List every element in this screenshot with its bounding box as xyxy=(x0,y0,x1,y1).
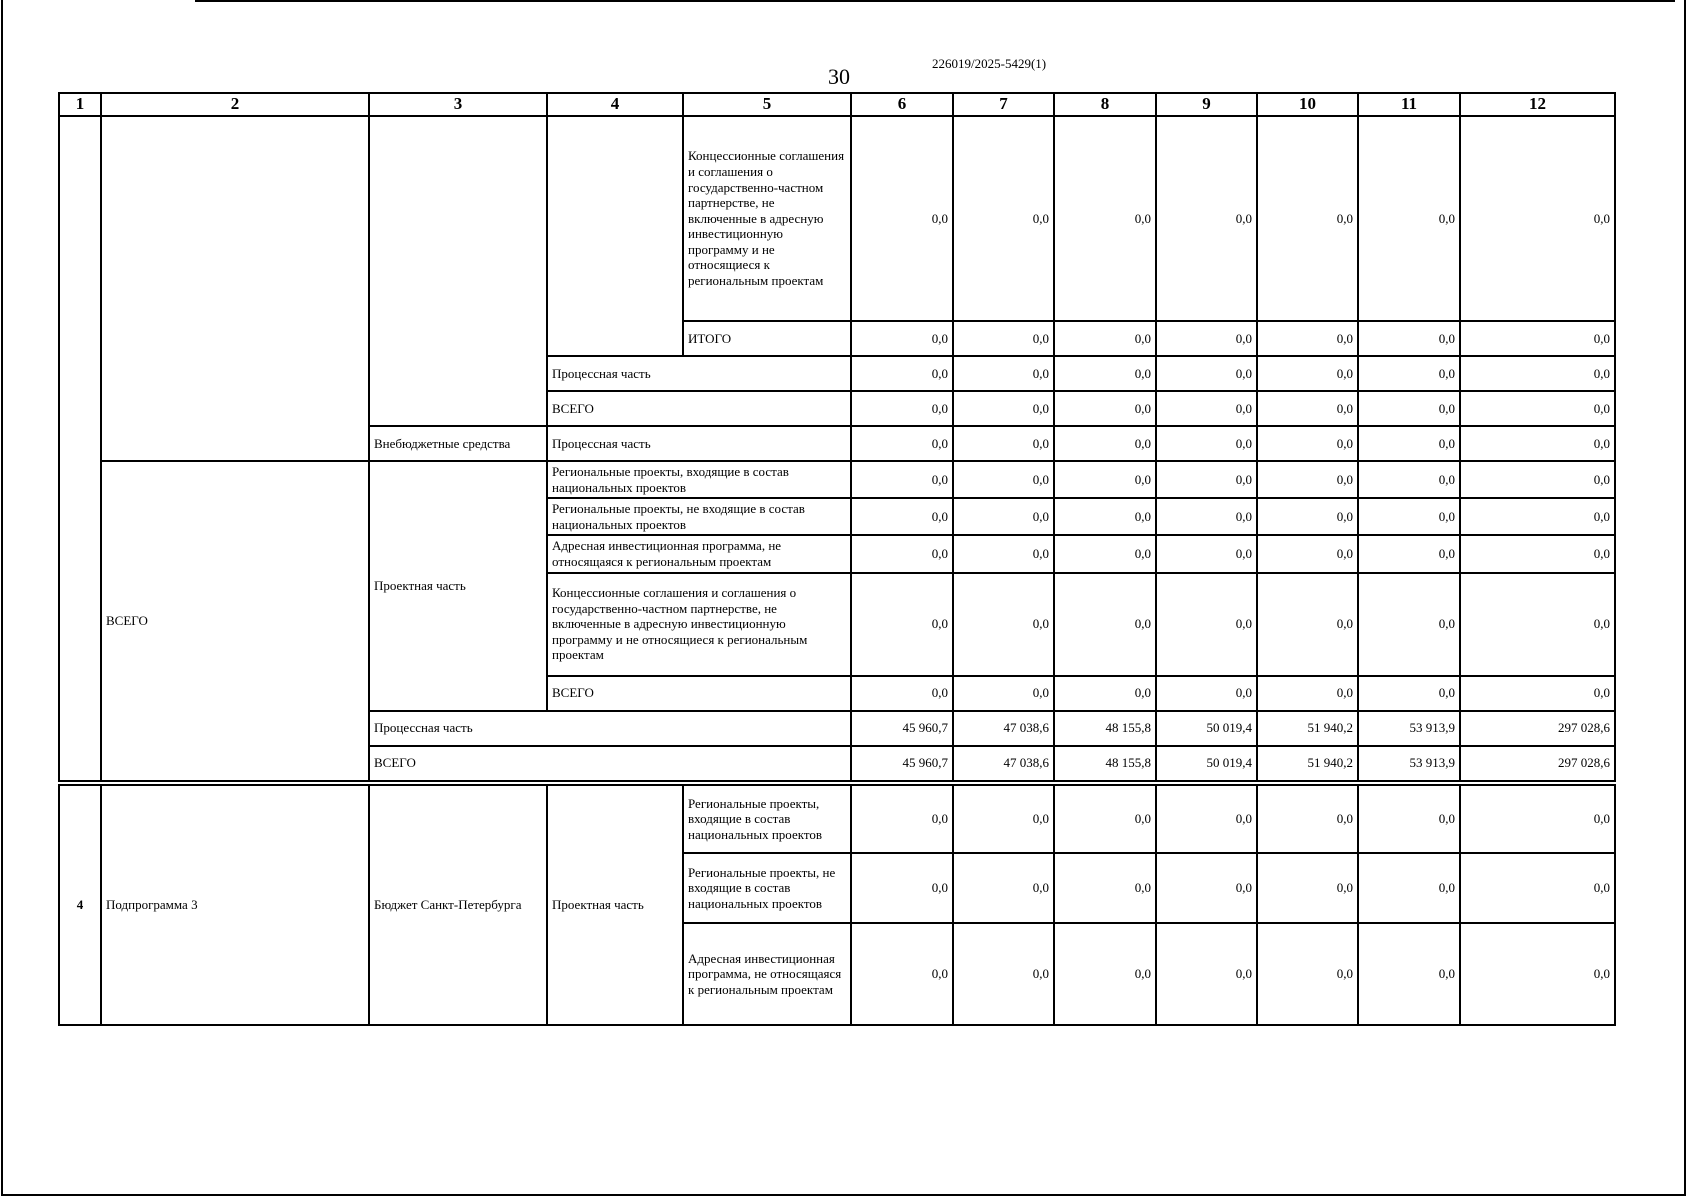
value-cell: 0,0 xyxy=(851,923,953,1025)
value-cell: 0,0 xyxy=(1054,391,1156,426)
value-cell: 0,0 xyxy=(1257,498,1358,535)
row-label: Процессная часть xyxy=(547,426,851,461)
value-cell: 0,0 xyxy=(1054,923,1156,1025)
value-cell: 0,0 xyxy=(1358,498,1460,535)
value-cell: 0,0 xyxy=(851,535,953,572)
value-cell: 0,0 xyxy=(1460,573,1615,676)
value-cell: 0,0 xyxy=(1156,676,1257,711)
value-cell: 0,0 xyxy=(1156,321,1257,356)
value-cell: 0,0 xyxy=(1358,676,1460,711)
value-cell: 0,0 xyxy=(1358,573,1460,676)
value-cell: 0,0 xyxy=(1358,853,1460,923)
value-cell: 0,0 xyxy=(1460,785,1615,853)
value-cell: 0,0 xyxy=(953,321,1054,356)
column-header: 1 xyxy=(59,93,101,116)
value-cell: 50 019,4 xyxy=(1156,711,1257,746)
row-label: Региональные проекты, входящие в состав национальных проектов xyxy=(547,461,851,498)
value-cell: 0,0 xyxy=(851,785,953,853)
value-cell: 0,0 xyxy=(1257,923,1358,1025)
value-cell: 47 038,6 xyxy=(953,711,1054,746)
value-cell: 0,0 xyxy=(1358,785,1460,853)
column-header: 7 xyxy=(953,93,1054,116)
value-cell: 0,0 xyxy=(851,356,953,391)
subprogram-label: Подпрограмма 3 xyxy=(101,785,369,1025)
value-cell: 0,0 xyxy=(1460,391,1615,426)
value-cell: 297 028,6 xyxy=(1460,711,1615,746)
value-cell: 0,0 xyxy=(851,498,953,535)
column-header: 10 xyxy=(1257,93,1358,116)
document-reference: 226019/2025-5429(1) xyxy=(932,56,1047,71)
value-cell: 0,0 xyxy=(953,426,1054,461)
column-header: 2 xyxy=(101,93,369,116)
value-cell: 0,0 xyxy=(953,498,1054,535)
column-header: 11 xyxy=(1358,93,1460,116)
value-cell: 0,0 xyxy=(851,676,953,711)
column-header: 8 xyxy=(1054,93,1156,116)
value-cell: 45 960,7 xyxy=(851,711,953,746)
value-cell: 0,0 xyxy=(953,116,1054,321)
page-number: 30 xyxy=(828,64,850,89)
value-cell: 0,0 xyxy=(851,461,953,498)
column-header: 4 xyxy=(547,93,683,116)
value-cell: 0,0 xyxy=(1460,676,1615,711)
value-cell: 0,0 xyxy=(1358,116,1460,321)
value-cell: 0,0 xyxy=(1156,573,1257,676)
value-cell: 0,0 xyxy=(1358,923,1460,1025)
value-cell: 0,0 xyxy=(1054,498,1156,535)
value-cell: 0,0 xyxy=(1460,923,1615,1025)
value-cell: 0,0 xyxy=(1054,785,1156,853)
column-header: 9 xyxy=(1156,93,1257,116)
row-label: Региональные проекты, не входящие в состав национальных проектов xyxy=(683,853,851,923)
subprogram-table xyxy=(58,784,1616,1026)
value-cell: 0,0 xyxy=(953,391,1054,426)
value-cell: 0,0 xyxy=(1054,426,1156,461)
row-label: Процессная часть xyxy=(547,356,851,391)
value-cell: 0,0 xyxy=(1460,535,1615,572)
value-cell: 0,0 xyxy=(1054,676,1156,711)
value-cell: 0,0 xyxy=(1358,321,1460,356)
section-cell xyxy=(101,116,369,461)
value-cell: 0,0 xyxy=(851,391,953,426)
value-cell: 0,0 xyxy=(1054,573,1156,676)
value-cell: 0,0 xyxy=(1054,853,1156,923)
value-cell: 297 028,6 xyxy=(1460,746,1615,781)
column-header: 12 xyxy=(1460,93,1615,116)
value-cell: 0,0 xyxy=(1257,426,1358,461)
value-cell: 0,0 xyxy=(1156,461,1257,498)
value-cell: 53 913,9 xyxy=(1358,746,1460,781)
value-cell: 0,0 xyxy=(1460,461,1615,498)
value-cell: 48 155,8 xyxy=(1054,746,1156,781)
row-label: ВСЕГО xyxy=(369,746,851,781)
value-cell: 0,0 xyxy=(1257,356,1358,391)
value-cell: 0,0 xyxy=(1460,426,1615,461)
row-label: ИТОГО xyxy=(683,321,851,356)
row-label: Процессная часть xyxy=(369,711,851,746)
part-cell xyxy=(547,116,683,356)
value-cell: 48 155,8 xyxy=(1054,711,1156,746)
row-label: Концессионные соглашения и соглашения о государственно-частном партнерстве, не включенные в адресную инвестиционную программу и не относящиеся к региональным проектам xyxy=(547,573,851,676)
row-number: 4 xyxy=(59,785,101,1025)
value-cell: 0,0 xyxy=(1054,116,1156,321)
value-cell: 0,0 xyxy=(953,853,1054,923)
value-cell: 51 940,2 xyxy=(1257,711,1358,746)
row-label: Региональные проекты, входящие в состав национальных проектов xyxy=(683,785,851,853)
value-cell: 0,0 xyxy=(1358,535,1460,572)
column-header: 3 xyxy=(369,93,547,116)
value-cell: 0,0 xyxy=(1156,356,1257,391)
value-cell: 0,0 xyxy=(1358,356,1460,391)
value-cell: 0,0 xyxy=(953,785,1054,853)
value-cell: 0,0 xyxy=(1156,498,1257,535)
value-cell: 0,0 xyxy=(953,461,1054,498)
value-cell: 0,0 xyxy=(851,426,953,461)
value-cell: 0,0 xyxy=(851,853,953,923)
value-cell: 0,0 xyxy=(953,535,1054,572)
part-label: Проектная часть xyxy=(547,785,683,1025)
value-cell: 0,0 xyxy=(1156,391,1257,426)
value-cell: 0,0 xyxy=(1257,785,1358,853)
value-cell: 0,0 xyxy=(1054,321,1156,356)
value-cell: 0,0 xyxy=(1460,853,1615,923)
section-label: ВСЕГО xyxy=(101,461,369,781)
value-cell: 0,0 xyxy=(1156,426,1257,461)
value-cell: 0,0 xyxy=(1054,535,1156,572)
value-cell: 0,0 xyxy=(1257,391,1358,426)
value-cell: 0,0 xyxy=(1156,923,1257,1025)
value-cell: 0,0 xyxy=(1257,573,1358,676)
value-cell: 0,0 xyxy=(1156,535,1257,572)
value-cell: 0,0 xyxy=(1358,391,1460,426)
value-cell: 0,0 xyxy=(1460,116,1615,321)
row-label: Проектная часть xyxy=(369,461,547,711)
value-cell: 51 940,2 xyxy=(1257,746,1358,781)
value-cell: 0,0 xyxy=(1460,356,1615,391)
value-cell: 47 038,6 xyxy=(953,746,1054,781)
row-number-cell xyxy=(59,116,101,781)
value-cell: 0,0 xyxy=(953,573,1054,676)
table-row xyxy=(59,116,1615,321)
value-cell: 0,0 xyxy=(851,321,953,356)
row-label: ВСЕГО xyxy=(547,391,851,426)
value-cell: 0,0 xyxy=(1156,116,1257,321)
value-cell: 0,0 xyxy=(1257,676,1358,711)
value-cell: 0,0 xyxy=(953,356,1054,391)
budget-source-label: Бюджет Санкт-Петербурга xyxy=(369,785,547,1025)
top-rule xyxy=(195,0,1675,2)
row-label: Концессионные соглашения и соглашения о государственно-частном партнерстве, не включенные в адресную инвестиционную программу и не относящиеся к региональным проектам xyxy=(683,116,851,321)
budget-table xyxy=(58,92,1616,782)
row-label: Региональные проекты, не входящие в состав национальных проектов xyxy=(547,498,851,535)
value-cell: 0,0 xyxy=(953,923,1054,1025)
value-cell: 0,0 xyxy=(1257,321,1358,356)
value-cell: 0,0 xyxy=(851,573,953,676)
value-cell: 0,0 xyxy=(1054,461,1156,498)
value-cell: 0,0 xyxy=(1358,461,1460,498)
value-cell: 45 960,7 xyxy=(851,746,953,781)
value-cell: 0,0 xyxy=(1460,321,1615,356)
source-cell xyxy=(369,116,547,426)
value-cell: 0,0 xyxy=(851,116,953,321)
value-cell: 0,0 xyxy=(953,676,1054,711)
value-cell: 0,0 xyxy=(1257,116,1358,321)
value-cell: 0,0 xyxy=(1257,853,1358,923)
row-label: Внебюджетные средства xyxy=(369,426,547,461)
column-header: 6 xyxy=(851,93,953,116)
value-cell: 53 913,9 xyxy=(1358,711,1460,746)
row-label: Адресная инвестиционная программа, не относящаяся к региональным проектам xyxy=(547,535,851,572)
value-cell: 0,0 xyxy=(1156,785,1257,853)
value-cell: 0,0 xyxy=(1054,356,1156,391)
value-cell: 0,0 xyxy=(1460,498,1615,535)
column-header: 5 xyxy=(683,93,851,116)
value-cell: 50 019,4 xyxy=(1156,746,1257,781)
table-row xyxy=(59,785,1615,853)
header-row xyxy=(59,93,1615,116)
table-row xyxy=(59,461,1615,498)
value-cell: 0,0 xyxy=(1156,853,1257,923)
value-cell: 0,0 xyxy=(1257,461,1358,498)
row-label: ВСЕГО xyxy=(547,676,851,711)
row-label: Адресная инвестиционная программа, не относящаяся к региональным проектам xyxy=(683,923,851,1025)
value-cell: 0,0 xyxy=(1257,535,1358,572)
value-cell: 0,0 xyxy=(1358,426,1460,461)
